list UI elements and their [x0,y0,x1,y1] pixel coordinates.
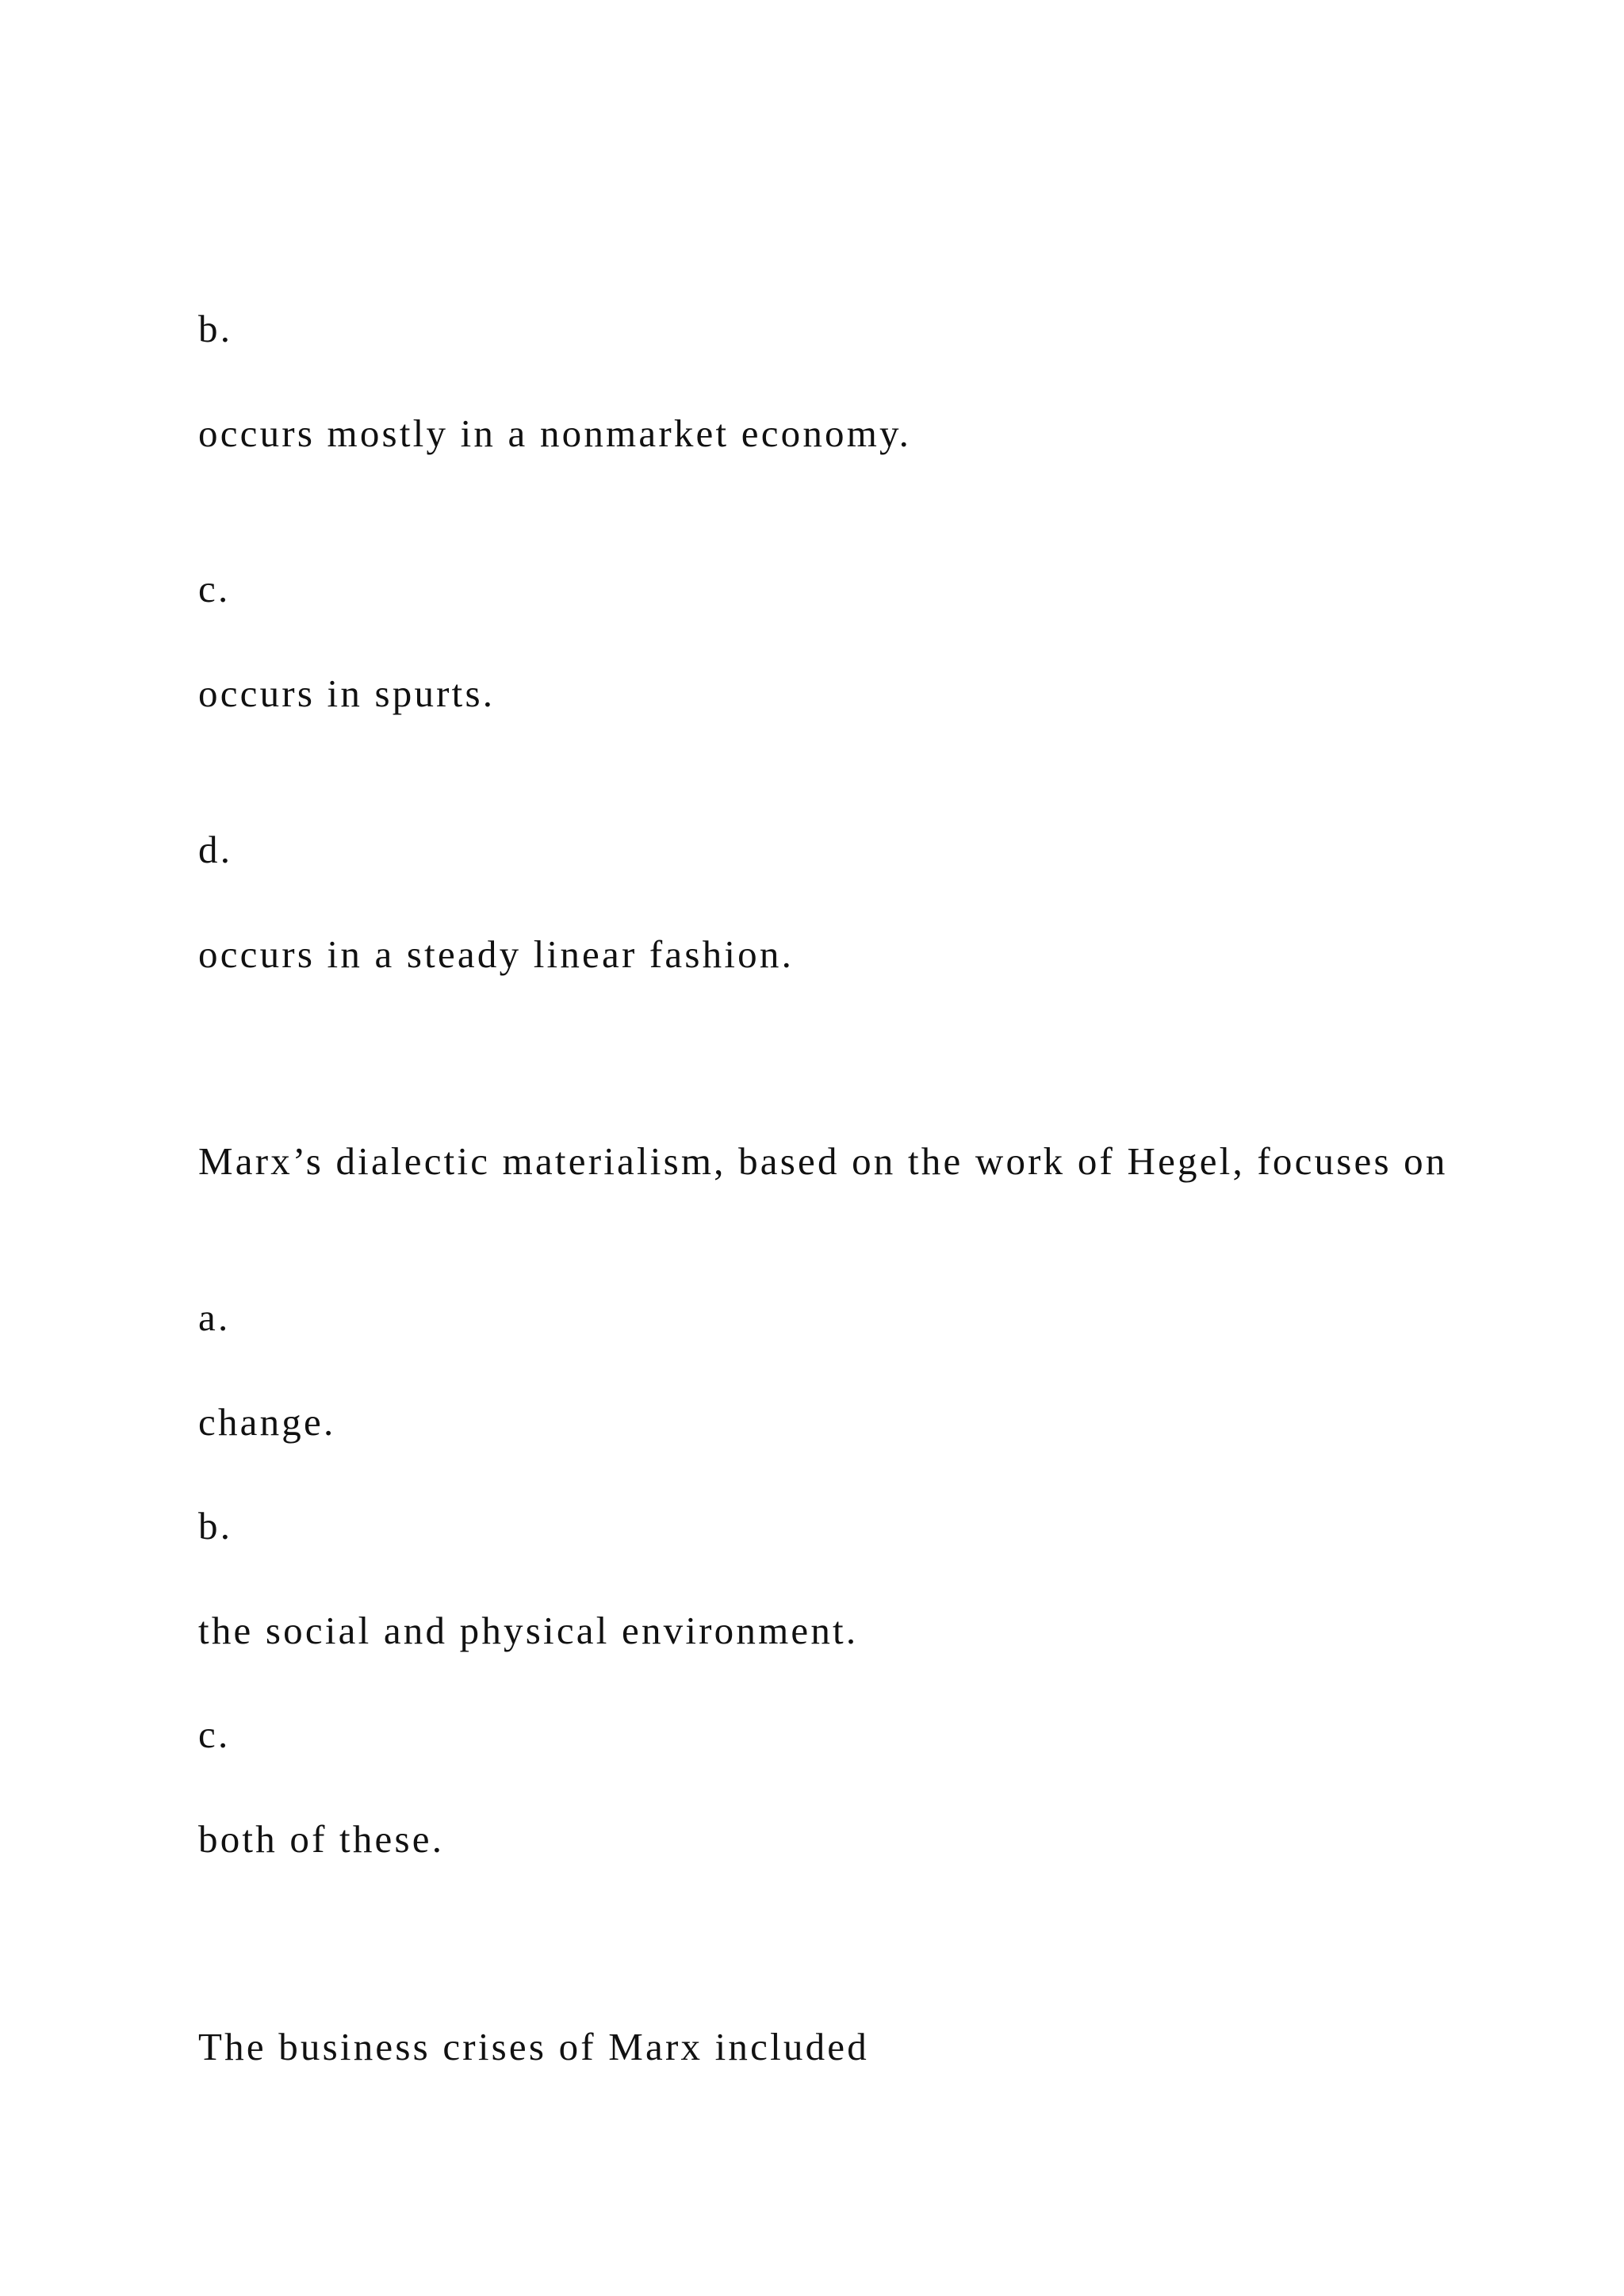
q3-stem: The business crises of Marx included [198,2025,869,2068]
q2-option-a-text: change. [198,1400,336,1444]
q1-option-c-text: occurs in spurts. [198,672,496,715]
q2-option-b-letter: b. [198,1504,233,1548]
q2-option-a-letter: a. [198,1295,231,1339]
q2-option-b-text: the social and physical environment. [198,1609,859,1652]
q1-option-d-letter: d. [198,828,233,871]
q1-option-b-letter: b. [198,307,233,350]
q1-option-b-text: occurs mostly in a nonmarket economy. [198,411,912,455]
q2-option-c-text: both of these. [198,1817,445,1861]
q1-option-c-letter: c. [198,567,231,610]
q2-option-c-letter: c. [198,1712,231,1756]
q1-option-d-text: occurs in a steady linear fashion. [198,932,795,976]
q2-stem: Marx’s dialectic materialism, based on the work of Hegel, focuses on [198,1139,1448,1183]
